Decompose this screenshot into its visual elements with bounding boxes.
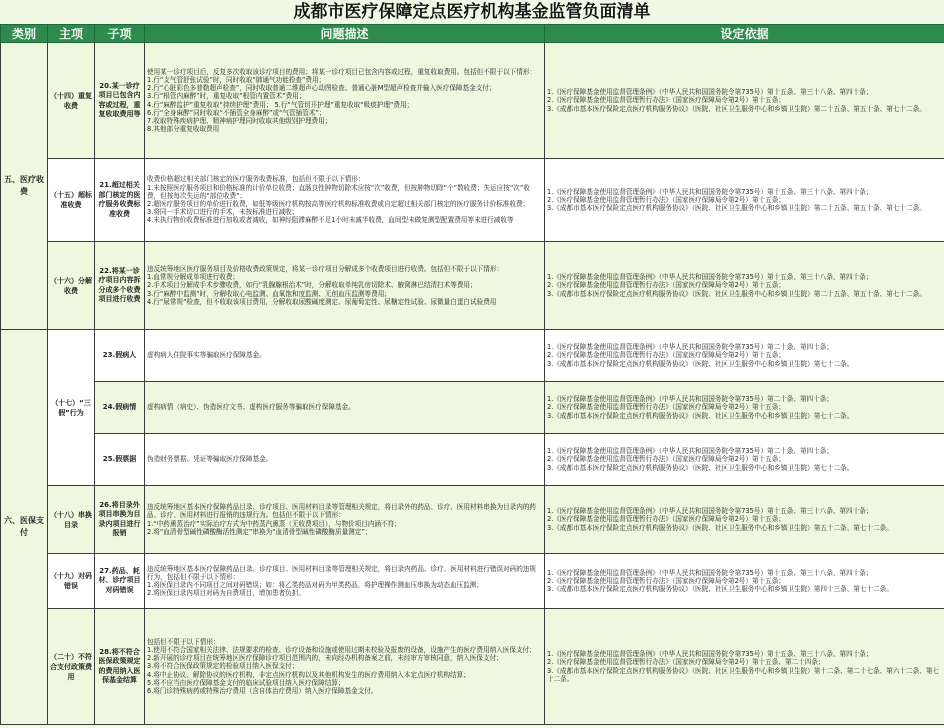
sub-item-cell: 25.假票据 [95,434,145,486]
basis-cell [545,609,944,725]
basis-text: 1.《医疗保障基金使用监督管理条例》（中华人民共和国国务院令第735号）第十五条、第三十八条、第四十条； 2.《医疗保障基金使用监督管理暂行办法》（国家医疗保障局令第2号）第十五条； 3.《成都市基本医疗保险定点医疗机构服务协议》（医院、社区卫生服务中心和乡镇卫生院）第二十五条、第五十条、第七十二条。 [547,88,926,113]
description-text: 伪造财务票据、凭证等骗取医疗保障基金。 [147,455,273,464]
page-title: 成都市医疗保障定点医疗机构基金监管负面清单 [0,0,944,24]
sub-item-cell: 26.将目录外项目串换为目录内项目进行报销 [95,486,145,554]
basis-cell [545,434,944,486]
basis-cell [545,330,944,382]
sub-item-cell: 27.药品、耗材、诊疗项目对码错误 [95,554,145,609]
category-cell: 五、医疗收费 [1,43,48,330]
main-item-cell: （十九）对码错误 [48,554,95,609]
table-row [1,554,944,609]
description-cell [145,242,545,330]
main-item-cell: （二十）不符合支付政策费用 [48,609,95,725]
basis-cell [545,554,944,609]
category-cell: 六、医保支付 [1,330,48,725]
main-item-cell: （十四）重复收费 [48,43,95,159]
sub-item-cell: 21.超过相关部门核定的医疗服务收费标准收费 [95,159,145,242]
table-row [1,330,944,382]
basis-text: 1.《医疗保障基金使用监督管理条例》（中华人民共和国国务院令第735号）第十五条、第三十八条、第四十条； 2.《医疗保障基金使用监督管理暂行办法》（国家医疗保障局令第2号）第十五条； 3.《成都市基本医疗保险定点医疗机构服务协议》（医院、社区卫生服务中心和乡镇卫生院）第五十二条、第七十二条。 [547,507,893,532]
description-cell [145,554,545,609]
basis-text: 1.《医疗保障基金使用监督管理条例》（中华人民共和国国务院令第735号）第十五条、第三十八条、第四十条； 2.《医疗保障基金使用监督管理暂行办法》（国家医疗保障局令第2号）第十五条、第二十四条； 3.《成都市基本医疗保险定点医疗机构服务协议》（医院、社区卫生服务中心和乡镇卫生院）第十二条、第二十七条、第六十二条、第七十二条。 [547,650,940,683]
basis-text: 1.《医疗保障基金使用监督管理条例》（中华人民共和国国务院令第735号）第二十条、第四十条； 2.《医疗保障基金使用监督管理暂行办法》（国家医疗保障局令第2号）第十五条； 3.《成都市基本医疗保险定点医疗机构服务协议》（医院、社区卫生服务中心和乡镇卫生院）第七十二条。 [547,395,854,420]
description-cell [145,382,545,434]
basis-text: 1.《医疗保障基金使用监督管理条例》（中华人民共和国国务院令第735号）第十五条、第三十八条、第四十条； 2.《医疗保障基金使用监督管理暂行办法》（国家医疗保障局令第2号）第十五条； 3.《成都市基本医疗保险定点医疗机构服务协议》（医院、社区卫生服务中心和乡镇卫生院）第四十三条、第七十二条。 [547,568,893,594]
description-cell [145,330,545,382]
basis-text: 1.《医疗保障基金使用监督管理条例》（中华人民共和国国务院令第735号）第二十条、第四十条； 2.《医疗保障基金使用监督管理暂行办法》（国家医疗保障局令第2号）第十五条； 3.《成都市基本医疗保险定点医疗机构服务协议》（医院、社区卫生服务中心和乡镇卫生院）第七十二条。 [547,447,854,472]
table-row [1,43,944,159]
header-basis: 设定依据 [545,25,944,43]
sub-item-cell: 28.将不符合医保政策规定的费用纳入医保基金结算 [95,609,145,725]
description-text: 违反统筹地区医疗服务项目及价格收费政策规定，将某一诊疗项目分解成多个收费项目进行收费。包括但不限于以下情形： 1.血常规分解成单项进行收费； 2.手术项目分解成手术步骤收费，如行“乳腺腺根治术”时，分解收取单纯乳房切除术、腋窝淋巴结清扫术等费用； 3.行“麻醉中监测”时，分解收取心电监测、血氧饱和度监测、无创血压监测等费用； 4.行“尿常规”检查，但不收取该项目费用，分解收取尿酸碱度测定、尿葡萄定性、尿糖定性试验、尿微量白蛋白试验费用 [147,264,504,306]
table-row [1,434,944,486]
header-desc: 问题描述 [145,25,545,43]
description-text: 违反统筹地区基本医疗保障药品目录、诊疗项目、医用材料目录等管理相关规定，将目录外的药品、诊疗、医用材料串换为目录内的药品、诊疗、医用材料进行报销的违规行为。包括但不限于以下情形： 1.“中药熏蒸治疗”实际治疗方式为中药蒸汽熏蒸（无收费项目），与物价项目内涵不符； 2.将“血清骨型碱性磷酸酶活性测定”串换为“血清骨型碱性磷酸酶质量测定”； [147,503,537,536]
basis-cell [545,242,944,330]
description-text: 包括但不限于以下情形： 1.使用不符合国家相关法律、法规要求的检查、诊疗设备和设施或使用过期未校验及报废的设备，设施产生的医疗费用纳入医保支付； 2.新开展的诊疗项目在统筹地区医疗保障诊疗项目范围内的，未向经办机构备案之前，未经审方审核同意，纳入医保支付； 3.将不符合医保政策规定的检验项目纳入医保支付； 4.将中止协议、解除协议的医疗机构，非定点医疗机构以及其他机构发生的医疗费用纳入本定点医疗机构结算； 5.将不应当由医疗保障基金支付的临床试验项目纳入医疗保障结算； 6.将门诊特殊病药或特殊治疗费用（含自体治疗费用）纳入医疗保障基金支付。 [147,637,536,695]
description-cell [145,159,545,242]
basis-cell [545,486,944,554]
header-category: 类别 [1,25,48,43]
description-text: 收费价格超过相关部门核定的医疗服务收费标准，包括但不限于以下情形： 1.未按照医疗服务项目和价格标准的计价单位收费；直肠良性肿物切除术应按“次”收费，但按肿物切除“个”数收费；失运应按“次”收费，但按每次失运的“部位收费”； 2.超医疗服务项目的单价进行收费，如低等级医疗机构按高等医疗机构标准收费或自定超过相关部门核定的医疗服务计价标准收费； 3.将同一手术切口进行的手术，未按标准进行减收； 4.未执行物价收费标准进行加收或者减收，如神经阻滞麻醉不足1小时未减半收费，血间型未做复测型配置费用等未进行减收等 [147,175,530,225]
table-row [1,486,944,554]
table-row [1,609,944,725]
basis-cell [545,382,944,434]
description-text: 虚构病情（病史）、伪造医疗文书、虚构医疗服务等骗取医疗保障基金。 [147,403,355,412]
main-item-cell: （十六）分解收费 [48,242,95,330]
sub-item-cell: 20.某一诊疗项目已包含内容或过程，重复收取费用等 [95,43,145,159]
description-text: 违反统筹地区基本医疗保障药品目录、诊疗项目、医用材料目录等管理相关规定，将目录内药品、诊疗、医用材料进行错误对码的违规行为，包括但不限于以下情形： 1.将医保目录内不同项目之间对码错误；如：将乙类药品对码为甲类药品，将护理操作测血压串换为动态血压监测； 2.将医保目录内项目对码为自费项目，增加患者负担。 [147,564,537,598]
header-row [1,25,944,43]
sub-item-cell: 24.假病情 [95,382,145,434]
header-main: 主项 [48,25,95,43]
description-cell [145,486,545,554]
basis-cell [545,43,944,159]
description-text: 使用某一诊疗项目后，反复多次收取该诊疗项目的费用；将某一诊疗项目已包含内容或过程，重复收取费用。包括但不限于以下情形： 1.行“支气管舒张试验”时，同时收取“肺通气功能检查”费用； 2.行“心脏彩色多普勒超声检查”，同时收取普通二维超声心动图检查、普通心脏M型超声检查并输入医疗保障基金支付； 3.行“根管内麻醉”时，重复收取“根管内置管术”费用； 4.行“麻醉监护”重复收取“持续护理”费用； 5.行“气管切开护理”重复收取“吸痰护理”费用； 6.行“全身麻醉”同时收取“不插管全身麻醉”或“气管插管术”； 7.收取特殊疾病护理、精神病护理同时收取其他级别护理费用； 8.其他部分重复收取费用 [147,67,537,134]
description-cell [145,609,545,725]
main-item-cell: （十五）超标准收费 [48,159,95,242]
description-cell [145,434,545,486]
basis-text: 1.《医疗保障基金使用监督管理条例》（中华人民共和国国务院令第735号）第十五条、第三十八条、第四十条； 2.《医疗保障基金使用监督管理暂行办法》（国家医疗保障局令第2号）第十五条； 3.《成都市基本医疗保险定点医疗机构服务协议》（医院、社区卫生服务中心和乡镇卫生院）第二十五条、第五十条、第七十二条。 [547,187,926,213]
negative-list-table [0,24,944,725]
header-sub: 子项 [95,25,145,43]
description-text: 虚构病人住院事实等骗取医疗保障基金。 [147,351,266,360]
main-item-cell: （十七）“三假”行为 [48,330,95,486]
table-row [1,242,944,330]
main-item-cell: （十八）串换目录 [48,486,95,554]
sub-item-cell: 23.假病人 [95,330,145,382]
description-cell [145,43,545,159]
basis-text: 1.《医疗保障基金使用监督管理条例》（中华人民共和国国务院令第735号）第十五条、第三十八条、第四十条； 2.《医疗保障基金使用监督管理暂行办法》（国家医疗保障局令第2号）第十五条； 3.《成都市基本医疗保险定点医疗机构服务协议》（医院、社区卫生服务中心和乡镇卫生院）第二十五条、第五十条、第七十二条。 [547,273,926,298]
basis-cell [545,159,944,242]
basis-text: 1.《医疗保障基金使用监督管理条例》（中华人民共和国国务院令第735号）第二十条、第四十条； 2.《医疗保障基金使用监督管理暂行办法》（国家医疗保障局令第2号）第十五条； 3.《成都市基本医疗保险定点医疗机构服务协议》（医院、社区卫生服务中心和乡镇卫生院）第七十二条。 [547,343,854,368]
table-row [1,382,944,434]
table-row [1,159,944,242]
sub-item-cell: 22.将某一诊疗项目内容拆分成多个收费项目进行收费 [95,242,145,330]
